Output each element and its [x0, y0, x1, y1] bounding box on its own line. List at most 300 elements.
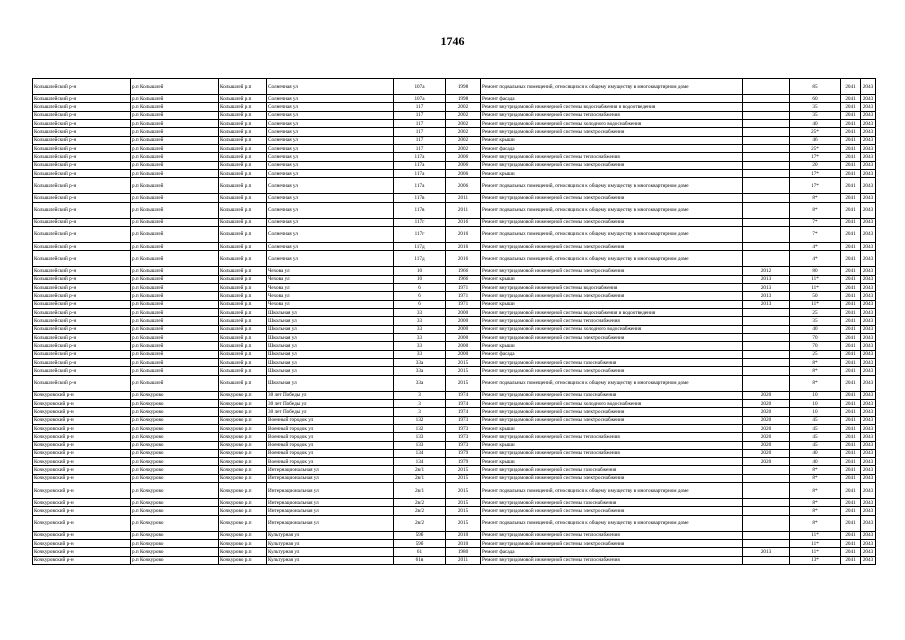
table-row	[33, 342, 876, 350]
build-year-cell: 1971	[446, 292, 481, 300]
district-cell: Колышлейский р-н	[33, 292, 131, 300]
house-number-cell: 3	[394, 391, 446, 399]
work-type-cell: Ремонт внутридомовой инженерной системы холодного водоснабжения	[481, 119, 743, 127]
plan-end-year-cell: 2043	[861, 399, 876, 407]
wear-percent-cell: 50	[790, 292, 841, 300]
district-cell: Колышлейский р-н	[33, 202, 131, 218]
district-cell: Колышлейский р-н	[33, 218, 131, 226]
plan-start-year-cell: 2041	[841, 408, 861, 416]
house-number-cell: 2в/2	[394, 507, 446, 515]
table-row	[33, 424, 876, 432]
build-year-cell: 2006	[446, 178, 481, 194]
table-row	[33, 161, 876, 169]
table-row	[33, 95, 876, 103]
settlement-cell: р.п Колышлей	[131, 128, 219, 136]
house-number-cell: 59б	[394, 540, 446, 548]
last-repair-year-cell: 2020	[743, 416, 790, 424]
locality-cell: Кочкурово р.п	[219, 433, 267, 441]
last-repair-year-cell: 2020	[743, 391, 790, 399]
last-repair-year-cell	[743, 350, 790, 358]
build-year-cell: 1973	[446, 416, 481, 424]
last-repair-year-cell	[743, 556, 790, 564]
last-repair-year-cell: 2020	[743, 424, 790, 432]
wear-percent-cell: 8*	[790, 358, 841, 366]
table-row	[33, 449, 876, 457]
wear-percent-cell: 8*	[790, 515, 841, 531]
locality-cell: Колышлей р.п	[219, 317, 267, 325]
build-year-cell: 2016	[446, 218, 481, 226]
work-type-cell: Ремонт внутридомовой инженерной системы электроснабжения	[481, 367, 743, 375]
work-type-cell: Ремонт внутридомовой инженерной системы водоснабжения	[481, 283, 743, 291]
build-year-cell: 2015	[446, 474, 481, 482]
district-cell: Колышлейский р-н	[33, 153, 131, 161]
wear-percent-cell: 8*	[790, 507, 841, 515]
build-year-cell: 2015	[446, 358, 481, 366]
settlement-cell: р.п Кочкурово	[131, 424, 219, 432]
table-row	[33, 308, 876, 316]
wear-percent-cell: 25*	[790, 128, 841, 136]
plan-end-year-cell: 2043	[861, 424, 876, 432]
plan-start-year-cell: 2041	[841, 424, 861, 432]
build-year-cell: 2010	[446, 540, 481, 548]
wear-percent-cell: 45	[790, 424, 841, 432]
wear-percent-cell: 25*	[790, 144, 841, 152]
plan-start-year-cell: 2041	[841, 292, 861, 300]
street-cell: 30 лет Победы ул	[267, 408, 394, 416]
street-cell: Культурная ул	[267, 556, 394, 564]
plan-start-year-cell: 2041	[841, 136, 861, 144]
settlement-cell: р.п Колышлей	[131, 79, 219, 95]
house-number-cell: 117г	[394, 226, 446, 242]
plan-start-year-cell: 2041	[841, 218, 861, 226]
work-type-cell: Ремонт крыши	[481, 275, 743, 283]
settlement-cell: р.п Кочкурово	[131, 556, 219, 564]
locality-cell: Колышлей р.п	[219, 375, 267, 391]
plan-start-year-cell: 2041	[841, 161, 861, 169]
plan-end-year-cell: 2043	[861, 342, 876, 350]
wear-percent-cell: 40	[790, 449, 841, 457]
house-number-cell: 117	[394, 144, 446, 152]
street-cell: Интернациональная ул	[267, 499, 394, 507]
plan-end-year-cell: 2043	[861, 111, 876, 119]
table-row	[33, 218, 876, 226]
last-repair-year-cell	[743, 333, 790, 341]
work-type-cell: Ремонт крыши	[481, 342, 743, 350]
locality-cell: Колышлей р.п	[219, 358, 267, 366]
locality-cell: Колышлей р.п	[219, 178, 267, 194]
last-repair-year-cell: 2020	[743, 433, 790, 441]
house-number-cell: 2в/1	[394, 474, 446, 482]
table-row	[33, 548, 876, 556]
house-number-cell: 33	[394, 325, 446, 333]
district-cell: Колышлейский р-н	[33, 161, 131, 169]
wear-percent-cell: 8*	[790, 474, 841, 482]
wear-percent-cell: 7*	[790, 218, 841, 226]
work-type-cell: Ремонт крыши	[481, 169, 743, 177]
table-row	[33, 350, 876, 358]
last-repair-year-cell	[743, 507, 790, 515]
work-type-cell: Ремонт внутридомовой инженерной системы теплоснабжения	[481, 433, 743, 441]
locality-cell: Кочкурово р.п	[219, 466, 267, 474]
table-row	[33, 292, 876, 300]
plan-end-year-cell: 2043	[861, 178, 876, 194]
last-repair-year-cell: 2020	[743, 449, 790, 457]
plan-start-year-cell: 2041	[841, 333, 861, 341]
build-year-cell: 2015	[446, 499, 481, 507]
settlement-cell: р.п Колышлей	[131, 136, 219, 144]
street-cell: Военный городок ул	[267, 458, 394, 466]
house-number-cell: 33	[394, 308, 446, 316]
district-cell: Кочкуровский р-н	[33, 548, 131, 556]
settlement-cell: р.п Колышлей	[131, 342, 219, 350]
district-cell: Кочкуровский р-н	[33, 499, 131, 507]
plan-end-year-cell: 2043	[861, 79, 876, 95]
plan-start-year-cell: 2041	[841, 119, 861, 127]
work-type-cell: Ремонт внутридомовой инженерной системы электроснабжения	[481, 507, 743, 515]
plan-end-year-cell: 2043	[861, 275, 876, 283]
locality-cell: Колышлей р.п	[219, 202, 267, 218]
wear-percent-cell: 20	[790, 161, 841, 169]
locality-cell: Колышлей р.п	[219, 267, 267, 275]
last-repair-year-cell	[743, 308, 790, 316]
district-cell: Колышлейский р-н	[33, 308, 131, 316]
street-cell: Солнечная ул	[267, 136, 394, 144]
plan-start-year-cell: 2041	[841, 128, 861, 136]
house-number-cell: 133	[394, 441, 446, 449]
plan-start-year-cell: 2041	[841, 317, 861, 325]
settlement-cell: р.п Кочкурово	[131, 548, 219, 556]
street-cell: Солнечная ул	[267, 153, 394, 161]
house-number-cell: 33	[394, 317, 446, 325]
wear-percent-cell: 11*	[790, 531, 841, 539]
district-cell: Колышлейский р-н	[33, 128, 131, 136]
settlement-cell: р.п Колышлей	[131, 242, 219, 250]
last-repair-year-cell	[743, 153, 790, 161]
table-row	[33, 111, 876, 119]
plan-end-year-cell: 2043	[861, 367, 876, 375]
work-type-cell: Ремонт внутридомовой инженерной системы газоснабжения	[481, 466, 743, 474]
street-cell: Чехова ул	[267, 283, 394, 291]
plan-end-year-cell: 2043	[861, 308, 876, 316]
locality-cell: Кочкурово р.п	[219, 399, 267, 407]
wear-percent-cell: 35	[790, 111, 841, 119]
district-cell: Кочкуровский р-н	[33, 474, 131, 482]
district-cell: Колышлейский р-н	[33, 226, 131, 242]
street-cell: Солнечная ул	[267, 218, 394, 226]
plan-end-year-cell: 2043	[861, 317, 876, 325]
table-row	[33, 226, 876, 242]
last-repair-year-cell	[743, 515, 790, 531]
district-cell: Колышлейский р-н	[33, 103, 131, 111]
last-repair-year-cell	[743, 128, 790, 136]
build-year-cell: 2011	[446, 194, 481, 202]
settlement-cell: р.п Колышлей	[131, 367, 219, 375]
work-type-cell: Ремонт подвальных помещений, относящихся к общему имуществу в многоквартирном доме	[481, 202, 743, 218]
district-cell: Кочкуровский р-н	[33, 466, 131, 474]
wear-percent-cell: 45	[790, 416, 841, 424]
plan-end-year-cell: 2043	[861, 300, 876, 308]
house-number-cell: 117д	[394, 242, 446, 250]
register-table-container	[32, 78, 875, 565]
wear-percent-cell: 4*	[790, 251, 841, 267]
build-year-cell: 1973	[446, 441, 481, 449]
district-cell: Кочкуровский р-н	[33, 515, 131, 531]
plan-end-year-cell: 2043	[861, 283, 876, 291]
plan-start-year-cell: 2041	[841, 325, 861, 333]
settlement-cell: р.п Колышлей	[131, 275, 219, 283]
house-number-cell: 117а	[394, 153, 446, 161]
work-type-cell: Ремонт крыши	[481, 424, 743, 432]
settlement-cell: р.п Кочкурово	[131, 531, 219, 539]
plan-start-year-cell: 2041	[841, 548, 861, 556]
work-type-cell: Ремонт подвальных помещений, относящихся к общему имуществу в многоквартирном доме	[481, 226, 743, 242]
plan-end-year-cell: 2043	[861, 325, 876, 333]
district-cell: Кочкуровский р-н	[33, 408, 131, 416]
district-cell: Колышлейский р-н	[33, 358, 131, 366]
street-cell: Чехова ул	[267, 267, 394, 275]
wear-percent-cell: 60	[790, 95, 841, 103]
locality-cell: Колышлей р.п	[219, 308, 267, 316]
wear-percent-cell: 17*	[790, 153, 841, 161]
street-cell: Интернациональная ул	[267, 515, 394, 531]
work-type-cell: Ремонт подвальных помещений, относящихся к общему имуществу в многоквартирном доме	[481, 178, 743, 194]
house-number-cell: 117	[394, 111, 446, 119]
table-row	[33, 103, 876, 111]
last-repair-year-cell	[743, 375, 790, 391]
work-type-cell: Ремонт внутридомовой инженерной системы газоснабжения	[481, 358, 743, 366]
locality-cell: Кочкурово р.п	[219, 540, 267, 548]
wear-percent-cell: 40	[790, 458, 841, 466]
last-repair-year-cell	[743, 111, 790, 119]
last-repair-year-cell	[743, 144, 790, 152]
work-type-cell: Ремонт внутридомовой инженерной системы газоснабжения	[481, 499, 743, 507]
table-row	[33, 119, 876, 127]
build-year-cell: 2002	[446, 119, 481, 127]
locality-cell: Кочкурово р.п	[219, 515, 267, 531]
last-repair-year-cell	[743, 466, 790, 474]
plan-end-year-cell: 2043	[861, 267, 876, 275]
settlement-cell: р.п Кочкурово	[131, 433, 219, 441]
settlement-cell: р.п Кочкурово	[131, 499, 219, 507]
work-type-cell: Ремонт внутридомовой инженерной системы теплоснабжения	[481, 317, 743, 325]
wear-percent-cell: 17*	[790, 178, 841, 194]
table-row	[33, 251, 876, 267]
plan-start-year-cell: 2041	[841, 391, 861, 399]
house-number-cell: 117	[394, 119, 446, 127]
locality-cell: Кочкурово р.п	[219, 531, 267, 539]
work-type-cell: Ремонт крыши	[481, 136, 743, 144]
house-number-cell: 33	[394, 333, 446, 341]
wear-percent-cell: 11*	[790, 300, 841, 308]
street-cell: Военный городок ул	[267, 424, 394, 432]
last-repair-year-cell	[743, 317, 790, 325]
last-repair-year-cell	[743, 161, 790, 169]
build-year-cell: 2016	[446, 242, 481, 250]
last-repair-year-cell	[743, 367, 790, 375]
build-year-cell: 2002	[446, 111, 481, 119]
house-number-cell: 3	[394, 399, 446, 407]
settlement-cell: р.п Колышлей	[131, 103, 219, 111]
table-row	[33, 499, 876, 507]
build-year-cell: 1973	[446, 424, 481, 432]
district-cell: Кочкуровский р-н	[33, 483, 131, 499]
work-type-cell: Ремонт фасада	[481, 95, 743, 103]
last-repair-year-cell	[743, 194, 790, 202]
build-year-cell: 2000	[446, 333, 481, 341]
table-row	[33, 283, 876, 291]
wear-percent-cell: 8*	[790, 375, 841, 391]
work-type-cell: Ремонт внутридомовой инженерной системы электроснабжения	[481, 292, 743, 300]
settlement-cell: р.п Колышлей	[131, 251, 219, 267]
wear-percent-cell: 80	[790, 267, 841, 275]
wear-percent-cell: 45	[790, 441, 841, 449]
house-number-cell: 117а	[394, 161, 446, 169]
house-number-cell: 61в	[394, 556, 446, 564]
street-cell: Солнечная ул	[267, 95, 394, 103]
last-repair-year-cell	[743, 202, 790, 218]
wear-percent-cell: 8*	[790, 483, 841, 499]
district-cell: Колышлейский р-н	[33, 342, 131, 350]
table-row	[33, 178, 876, 194]
settlement-cell: р.п Колышлей	[131, 317, 219, 325]
plan-start-year-cell: 2041	[841, 531, 861, 539]
last-repair-year-cell	[743, 242, 790, 250]
district-cell: Колышлейский р-н	[33, 333, 131, 341]
table-row	[33, 367, 876, 375]
table-row	[33, 474, 876, 482]
wear-percent-cell: 8*	[790, 367, 841, 375]
locality-cell: Колышлей р.п	[219, 103, 267, 111]
wear-percent-cell: 35	[790, 317, 841, 325]
locality-cell: Колышлей р.п	[219, 144, 267, 152]
district-cell: Колышлейский р-н	[33, 194, 131, 202]
house-number-cell: 117	[394, 103, 446, 111]
plan-end-year-cell: 2043	[861, 375, 876, 391]
last-repair-year-cell: 2013	[743, 283, 790, 291]
wear-percent-cell: 11*	[790, 540, 841, 548]
district-cell: Колышлейский р-н	[33, 300, 131, 308]
work-type-cell: Ремонт внутридомовой инженерной системы электроснабжения	[481, 267, 743, 275]
street-cell: Школьная ул	[267, 317, 394, 325]
work-type-cell: Ремонт подвальных помещений, относящихся к общему имуществу в многоквартирном доме	[481, 515, 743, 531]
house-number-cell: 33а	[394, 367, 446, 375]
plan-end-year-cell: 2043	[861, 226, 876, 242]
street-cell: 30 лет Победы ул	[267, 391, 394, 399]
last-repair-year-cell	[743, 499, 790, 507]
locality-cell: Кочкурово р.п	[219, 424, 267, 432]
work-type-cell: Ремонт подвальных помещений, относящихся к общему имуществу в многоквартирном доме	[481, 483, 743, 499]
plan-start-year-cell: 2041	[841, 226, 861, 242]
street-cell: Школьная ул	[267, 333, 394, 341]
plan-start-year-cell: 2041	[841, 103, 861, 111]
plan-end-year-cell: 2043	[861, 449, 876, 457]
plan-end-year-cell: 2043	[861, 103, 876, 111]
settlement-cell: р.п Колышлей	[131, 119, 219, 127]
plan-end-year-cell: 2043	[861, 128, 876, 136]
house-number-cell: 10	[394, 267, 446, 275]
locality-cell: Колышлей р.п	[219, 218, 267, 226]
street-cell: Солнечная ул	[267, 128, 394, 136]
last-repair-year-cell: 2013	[743, 292, 790, 300]
work-type-cell: Ремонт внутридомовой инженерной системы электроснабжения	[481, 474, 743, 482]
locality-cell: Колышлей р.п	[219, 95, 267, 103]
last-repair-year-cell: 2020	[743, 441, 790, 449]
street-cell: Солнечная ул	[267, 202, 394, 218]
settlement-cell: р.п Колышлей	[131, 111, 219, 119]
plan-start-year-cell: 2041	[841, 308, 861, 316]
settlement-cell: р.п Кочкурово	[131, 416, 219, 424]
district-cell: Колышлейский р-н	[33, 111, 131, 119]
plan-end-year-cell: 2043	[861, 556, 876, 564]
work-type-cell: Ремонт крыши	[481, 458, 743, 466]
house-number-cell: 117г	[394, 218, 446, 226]
house-number-cell: 2в/2	[394, 499, 446, 507]
locality-cell: Колышлей р.п	[219, 128, 267, 136]
locality-cell: Колышлей р.п	[219, 242, 267, 250]
table-row	[33, 531, 876, 539]
plan-end-year-cell: 2043	[861, 408, 876, 416]
table-row	[33, 358, 876, 366]
build-year-cell: 1979	[446, 449, 481, 457]
work-type-cell: Ремонт внутридомовой инженерной системы электроснабжения	[481, 540, 743, 548]
locality-cell: Колышлей р.п	[219, 350, 267, 358]
work-type-cell: Ремонт внутридомовой инженерной системы электроснабжения	[481, 242, 743, 250]
work-type-cell: Ремонт внутридомовой инженерной системы холодного водоснабжения	[481, 325, 743, 333]
street-cell: Культурная ул	[267, 531, 394, 539]
table-row	[33, 333, 876, 341]
plan-start-year-cell: 2041	[841, 474, 861, 482]
settlement-cell: р.п Кочкурово	[131, 474, 219, 482]
wear-percent-cell: 8*	[790, 194, 841, 202]
settlement-cell: р.п Кочкурово	[131, 391, 219, 399]
build-year-cell: 1966	[446, 267, 481, 275]
plan-end-year-cell: 2043	[861, 242, 876, 250]
locality-cell: Кочкурово р.п	[219, 548, 267, 556]
wear-percent-cell: 70	[790, 333, 841, 341]
work-type-cell: Ремонт внутридомовой инженерной системы теплоснабжения	[481, 449, 743, 457]
street-cell: Солнечная ул	[267, 103, 394, 111]
street-cell: 30 лет Победы ул	[267, 399, 394, 407]
street-cell: Чехова ул	[267, 300, 394, 308]
wear-percent-cell: 10	[790, 391, 841, 399]
work-type-cell: Ремонт подвальных помещений, относящихся к общему имуществу в многоквартирном доме	[481, 375, 743, 391]
plan-end-year-cell: 2043	[861, 483, 876, 499]
district-cell: Кочкуровский р-н	[33, 507, 131, 515]
plan-start-year-cell: 2041	[841, 242, 861, 250]
street-cell: Школьная ул	[267, 325, 394, 333]
build-year-cell: 1979	[446, 458, 481, 466]
house-number-cell: 107а	[394, 79, 446, 95]
table-row	[33, 136, 876, 144]
district-cell: Колышлейский р-н	[33, 251, 131, 267]
work-type-cell: Ремонт подвальных помещений, относящихся к общему имуществу в многоквартирном доме	[481, 251, 743, 267]
work-type-cell: Ремонт внутридомовой инженерной системы электроснабжения	[481, 194, 743, 202]
table-row	[33, 275, 876, 283]
work-type-cell: Ремонт внутридомовой инженерной системы водоснабжения и водоотведения	[481, 103, 743, 111]
district-cell: Кочкуровский р-н	[33, 433, 131, 441]
plan-start-year-cell: 2041	[841, 202, 861, 218]
build-year-cell: 2015	[446, 507, 481, 515]
street-cell: Школьная ул	[267, 350, 394, 358]
plan-end-year-cell: 2043	[861, 218, 876, 226]
table-row	[33, 144, 876, 152]
build-year-cell: 2000	[446, 325, 481, 333]
build-year-cell: 1974	[446, 391, 481, 399]
build-year-cell: 2000	[446, 342, 481, 350]
plan-end-year-cell: 2043	[861, 350, 876, 358]
plan-start-year-cell: 2041	[841, 441, 861, 449]
street-cell: Солнечная ул	[267, 251, 394, 267]
